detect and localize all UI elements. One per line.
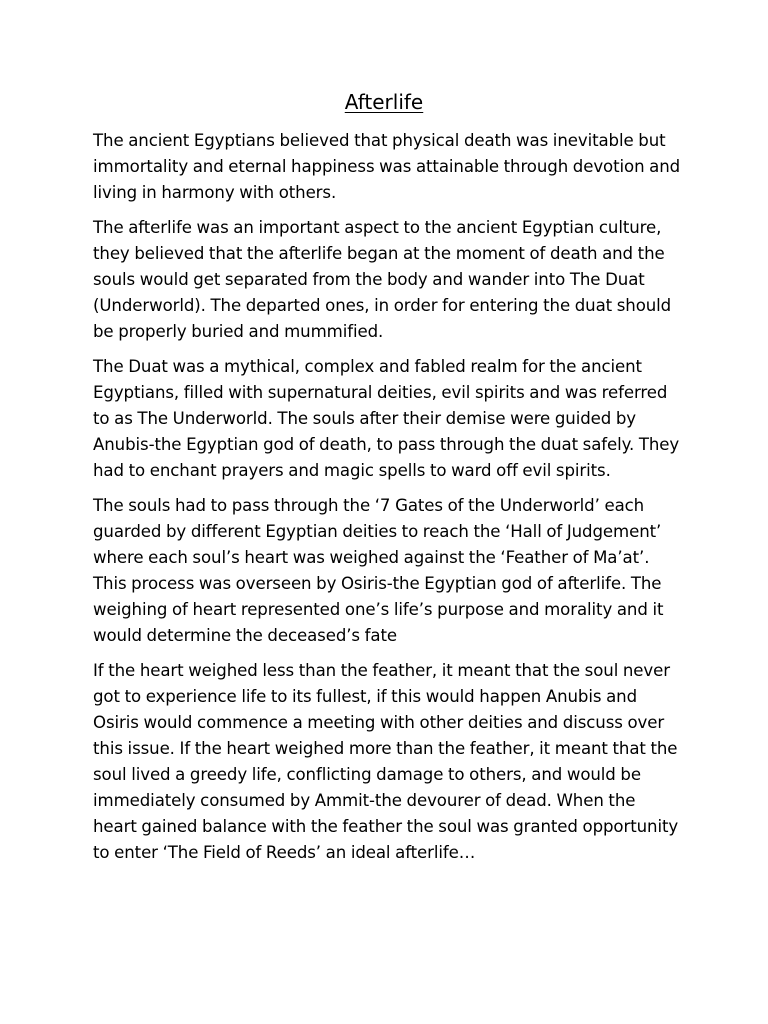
paragraph-duat: The Duat was a mythical, complex and fabled realm for the ancient Egyptians, filled with supernatural deities, evil spirits and was referred to as The Underworld. The souls after their demise were guided by Anubis-the Egyptian god of death, to pass through the duat safely. They had to enchant prayers and magic spells to ward off evil spirits. [93, 357, 680, 480]
document-title: Afterlife [344, 90, 424, 114]
paragraph-afterlife-culture: The afterlife was an important aspect to the ancient Egyptian culture, they believed that the afterlife began at the moment of death and the souls would get separated from the body and wander into The Duat (Underworld). The departed ones, in order for entering the duat should be properly buried and mummified. [93, 218, 672, 341]
paragraph-heart-weighing: If the heart weighed less than the feather, it meant that the soul never got to experience life to its fullest, if this would happen Anubis and Osiris would commence a meeting with other deities and discuss over this issue. If the heart weighed more than the feather, it meant that the soul lived a greedy life, conflicting damage to others, and would be immediately consumed by Ammit-the devourer of dead. When the heart gained balance with the feather the soul was granted opportunity to enter ‘The Field of Reeds’ an ideal afterlife… [93, 661, 679, 862]
document-body [93, 128, 683, 875]
paragraph-intro: The ancient Egyptians believed that physical death was inevitable but immortality and eternal happiness was attainable through devotion and living in harmony with others. [93, 131, 681, 202]
paragraph-judgement: The souls had to pass through the ‘7 Gates of the Underworld’ each guarded by different Egyptian deities to reach the ‘Hall of Judgement’ where each soul’s heart was weighed against the ‘Feather of Ma’at’. This process was overseen by Osiris-the Egyptian god of afterlife. The weighing of heart represented one’s life’s purpose and morality and it would determine the deceased’s fate [93, 496, 664, 645]
